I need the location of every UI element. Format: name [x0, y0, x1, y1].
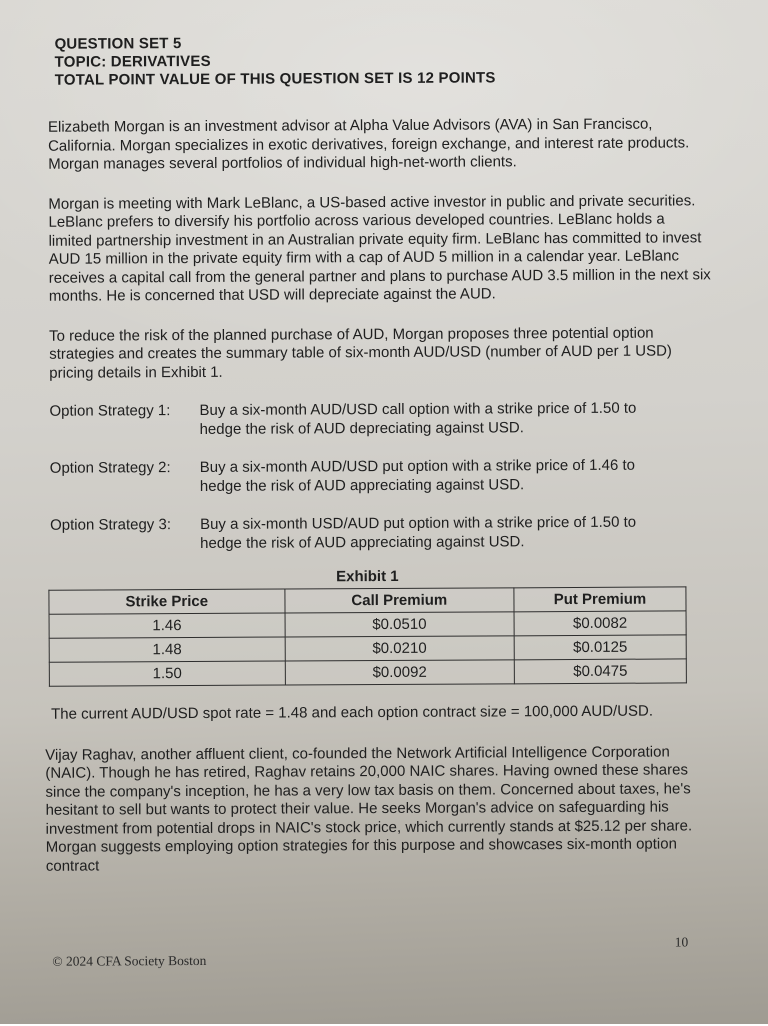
table-row: [49, 659, 686, 686]
put-premium-cell: $0.0475: [514, 659, 686, 684]
option-strategy-3: [50, 513, 718, 553]
exhibit-1-section: [48, 566, 687, 686]
question-set-header: [55, 32, 710, 89]
option-strategy-3-label: Option Strategy 3:: [50, 516, 172, 534]
paragraph-intro: Elizabeth Morgan is an investment advisor at Alpha Value Advisors (AVA) in San Francisco, California. Morgan specializes in exotic derivatives, foreign exchange, and interest rate products. Morgan manages several portfolios of individual high-net-worth clients.: [47, 115, 690, 173]
strike-price-cell: 1.50: [49, 661, 285, 686]
option-strategy-1-label: Option Strategy 1:: [49, 402, 171, 420]
footer-copyright: © 2024 CFA Society Boston: [52, 952, 207, 969]
strike-price-cell: 1.48: [49, 637, 285, 662]
call-premium-cell: $0.0510: [285, 612, 514, 637]
point-value-line: TOTAL POINT VALUE OF THIS QUESTION SET IS 12 POINTS: [54, 69, 496, 89]
table-row: [49, 611, 686, 638]
option-strategy-1-text: Buy a six-month AUD/USD call option with a strike price of 1.50 to hedge the risk of AUD depreciating against USD.: [199, 399, 637, 438]
paragraph-raghav: Vijay Raghav, another affluent client, co-founded the Network Artificial Intelligence Corporation (NAIC). Though he has retired, Raghav retains 20,000 NAIC shares. Having owned these shares since the company's inception, he has a very low tax basis on them. Concerned about taxes, he's hesitant to sell but wants to protect their value. He seeks Morgan's advice on safeguarding his investment from potential drops in NAIC's stock price, which currently stands at $25.12 per share. Morgan suggests employing option strategies for this purpose and showcases six-month option contract: [45, 743, 693, 875]
paragraph-leblanc: Morgan is meeting with Mark LeBlanc, a US-based active investor in public and private securities. LeBlanc prefers to diversify his portfolio across various developed countries. LeBlanc holds a limited partnership investment in an Australian private equity firm. LeBlanc has committed to invest AUD 15 million in the private equity firm with a cap of AUD 5 million in a calendar year. LeBlanc receives a capital call from the general partner and plans to purchase AUD 3.5 million in the next six months. He is concerned that USD will depreciate against the AUD.: [48, 191, 711, 305]
call-premium-cell: $0.0210: [285, 636, 514, 661]
topic-line: TOPIC: DERIVATIVES: [54, 52, 211, 71]
column-header-call-premium: Call Premium: [285, 588, 514, 613]
exhibit-1-table: [48, 586, 686, 686]
paragraph-spot-rate: The current AUD/USD spot rate = 1.48 and each option contract size = 100,000 AUD/USD.: [51, 702, 654, 723]
table-row: [49, 635, 686, 662]
question-set-title: QUESTION SET 5: [54, 35, 182, 53]
call-premium-cell: $0.0092: [285, 660, 514, 685]
option-strategies-list: [49, 399, 718, 553]
strike-price-cell: 1.46: [49, 613, 285, 638]
paragraph-proposal: To reduce the risk of the planned purchase of AUD, Morgan proposes three potential option strategies and creates the summary table of six-month AUD/USD (number of AUD per 1 USD) pricing details in Exhibit 1.: [49, 324, 672, 382]
option-strategy-2: [50, 456, 718, 496]
exhibit-1-title: Exhibit 1: [336, 567, 399, 586]
put-premium-cell: $0.0125: [514, 635, 686, 660]
table-header-row: [49, 587, 686, 614]
option-strategy-2-label: Option Strategy 2:: [49, 459, 171, 477]
option-strategy-2-text: Buy a six-month AUD/USD put option with a strike price of 1.46 to hedge the risk of AUD appreciating against USD.: [199, 456, 636, 495]
column-header-put-premium: Put Premium: [514, 587, 686, 612]
option-strategy-1: [49, 399, 717, 439]
column-header-strike-price: Strike Price: [49, 589, 285, 614]
put-premium-cell: $0.0082: [514, 611, 686, 636]
option-strategy-3-text: Buy a six-month USD/AUD put option with a strike price of 1.50 to hedge the risk of AUD appreciating against USD.: [200, 513, 637, 552]
page-number: 10: [674, 934, 689, 950]
